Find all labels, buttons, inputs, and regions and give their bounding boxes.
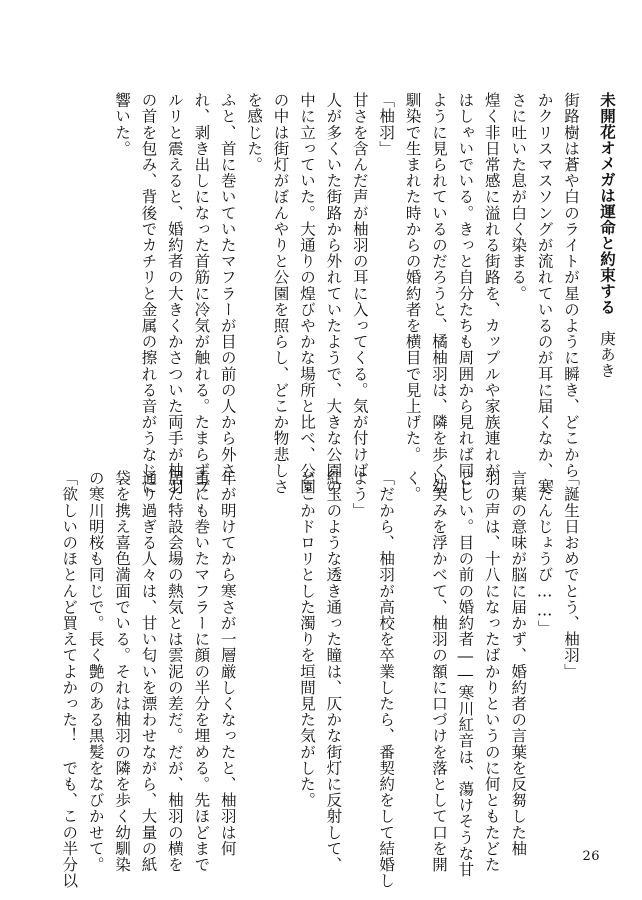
text-line: どしい。目の前の婚約者――寒川紅音は、蕩けそうな甘 <box>456 470 475 878</box>
text-line: 煌く非日常感に溢れる街路を、カップルや家族連れが <box>482 92 501 479</box>
text-line: はしゃいでいる。きっと自分たちも周囲から見れば同じ <box>456 92 475 495</box>
text-line: 甘さを含んだ声が柚羽の耳に入ってくる。気が付けば <box>350 92 369 479</box>
text-line: の中は街灯がぼんやりと公園を照らし、どこか物悲しさ <box>271 92 290 495</box>
text-line: 「だから、柚羽が高校を卒業したら、番契約をして結婚し <box>377 470 396 889</box>
text-line <box>241 470 267 846</box>
story-title: 未開花オメガは運命と約束する <box>598 92 617 315</box>
text-line: 「柚羽」 <box>377 92 396 157</box>
author-name: 庚あき <box>598 330 616 379</box>
text-line: かクリスマスソングが流れているのが耳に届くなか、寒 <box>535 92 554 495</box>
text-line: 居た特設会場の熱気とは雲泥の差だ。だが、柚羽の横を <box>165 470 184 873</box>
text-line: 紅玉のような透き通った瞳は、仄かな街灯に反射して、 <box>324 470 343 873</box>
text-line: 年が明けてから寒さが一層厳しくなったと、柚羽は何 <box>218 470 237 857</box>
lower-text-block <box>60 470 584 889</box>
text-line: 「たんじょうび……」 <box>535 470 554 636</box>
text-line: れ、剥き出しになった首筋に冷気が触れる。たまらずブ <box>192 92 211 495</box>
text-line: く。 <box>403 470 422 503</box>
text-line: 重にも巻いたマフラーに顔の半分を埋める。先ほどまで <box>192 470 211 873</box>
text-line: い笑みを浮かべて、柚羽の額に口づけを落として口を開 <box>429 470 448 873</box>
page-number: 26 <box>582 849 600 864</box>
text-line: どこかドロリとした濁りを垣間見た気がした。 <box>297 470 316 809</box>
text-line: 人が多くいた街路から外れていたようで、大きな公園の <box>324 92 343 495</box>
text-line: 中に立っていた。大通りの煌びやかな場所と比べ、公園 <box>297 92 316 495</box>
text-line: よう」 <box>350 470 369 519</box>
text-line: 袋を携え喜色満面でいる。それは柚羽の隣を歩く幼馴染 <box>113 470 132 873</box>
text-line: 「誕生日おめでとう、柚羽」 <box>562 470 580 680</box>
heading-gap <box>598 315 617 331</box>
text-line: さに吐いた息が白く染まる。 <box>509 92 528 302</box>
text-line: の寒川明桜も同じで。長く艶のある黒髪をなびかせて。 <box>86 470 105 873</box>
text-line: ように見られているのだろうと、橘柚羽は、隣を歩く幼 <box>429 92 448 495</box>
text-line: 言葉の意味が脳に届かず、婚約者の言葉を反芻した柚 <box>509 470 528 857</box>
text-line: ふと、首に巻いていたマフラーが目の前の人から外さ <box>218 92 237 479</box>
text-line: 「欲しいのほとんど買えてよかった！ でも、この半分以 <box>60 470 79 889</box>
text-line: 街路樹は蒼や白のライトが星のように瞬き、どこから <box>562 92 580 479</box>
upper-text-block <box>113 92 584 495</box>
text-line: 通り過ぎる人々は、甘い匂いを漂わせながら、大量の紙 <box>139 470 158 873</box>
text-line: ルリと震えると、婚約者の大きくかさついた両手が柚羽 <box>165 92 184 495</box>
text-line: を感じた。 <box>245 92 264 173</box>
text-line: 馴染で生まれた時からの婚約者を横目で見上げた。 <box>403 92 422 463</box>
text-line: 羽の声は、十八になったばかりというのに何ともたどた <box>482 470 501 873</box>
text-line: の首を包み、背後でカチリと金属の擦れる音がうなじに <box>139 92 158 495</box>
text-line <box>267 470 293 846</box>
story-heading <box>592 92 620 379</box>
text-line: 響いた。 <box>113 92 132 157</box>
